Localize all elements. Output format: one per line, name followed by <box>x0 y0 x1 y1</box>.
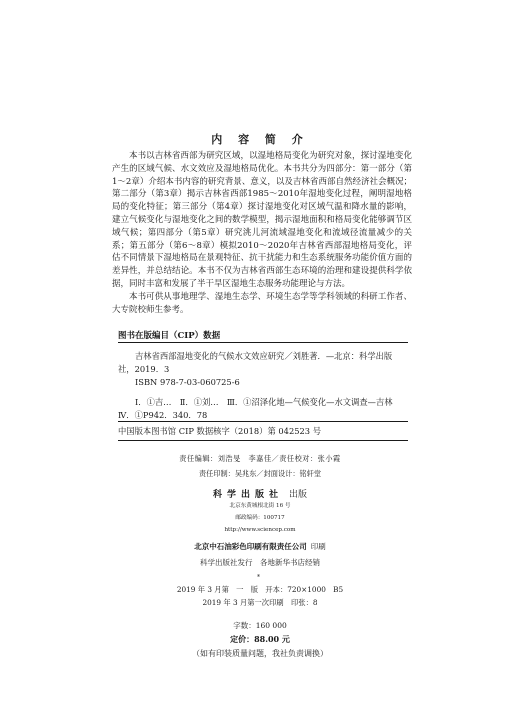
cip-bottom-rule <box>118 440 408 441</box>
cip-class-line-2: Ⅳ．①P942．340．78 <box>118 410 208 420</box>
publisher-address: 北京东黄城根北街 16 号 <box>229 503 291 509</box>
cip-header: 图书在版编目（CIP）数据 <box>118 331 221 341</box>
cip-mid-rule <box>118 421 408 422</box>
cip-number: 中国版本图书馆 CIP 数据核字（2018）第 042523 号 <box>118 426 321 436</box>
summary-paragraph: 本书以吉林省西部为研究区域，以湿地格局变化为研究对象，探讨湿地变化产生的区域气候、水文效应及湿地格局优化。本书共分为四部分：第一部分（第1～2章）介绍本书内容的研究背景、意义，以及吉林省西部自然经济社会概况；第二部分（第3章）揭示吉林省西部1985～2010年湿地变化过程，阐明湿地格局的变化特征；第三部分（第4章）探讨湿地变化对区域气温和降水量的影响，建立气候变化与湿地变化之间的数学模型，揭示湿地面积和格局变化能够调节区域气候；第四部分（第5章）研究洮儿河流域湿地变化和流域径流量减少的关系；第五部分（第6～8章）模拟2010～2020年吉林省西部湿地格局变化，评估不同情景下湿地格局在景观特征、抗干扰能力和生态系统服务功能价值方面的差异性，并总结结论。本书不仅为吉林省西部生态环境的治理和建设提供科学依据，同时丰富和发展了半干旱区湿地生态服务功能理论与方法。 <box>112 151 412 289</box>
cip-class-line: Ⅰ．①吉… Ⅱ．①刘… Ⅲ．①沼泽化地—气候变化—水文调查—吉林 <box>135 397 393 407</box>
printer-name: 北京中石油彩色印刷有限责任公司 <box>194 542 307 551</box>
quality-notice: （如有印装质量问题，我社负责调换） <box>192 649 328 658</box>
page-title: 内 容 简 介 <box>211 133 309 146</box>
cip-isbn: ISBN 978-7-03-060725-6 <box>135 377 240 387</box>
cip-block <box>118 350 408 422</box>
edition-specs <box>0 583 520 609</box>
separator-mark: * <box>257 574 260 581</box>
specs-row-2: 2019 年 3 月第一次印刷 印张：8 <box>202 598 318 607</box>
printer-line <box>0 541 520 552</box>
editors-line-2: 责任印制：吴兆东／封面设计：铭轩堂 <box>198 469 322 478</box>
editors-block <box>0 451 520 481</box>
publisher-postcode: 邮政编码：100717 <box>235 515 285 521</box>
printer-action: 印刷 <box>310 542 326 551</box>
distribution-line: 科学出版社发行 各地新华书店经销 <box>200 558 320 567</box>
publisher-action: 出版 <box>289 490 308 500</box>
summary-paragraph: 本书可供从事地理学、湿地生态学、环境生态学等学科领域的科研工作者、大专院校师生参考。 <box>112 291 412 315</box>
content-summary <box>112 150 412 316</box>
cip-book-line: 吉林省西部湿地变化的气候水文效应研究／刘胜著．—北京：科学出版社，2019．3 <box>118 351 393 374</box>
price: 定价：88.00 元 <box>230 634 290 644</box>
publisher-block <box>0 487 520 536</box>
specs-row: 2019 年 3 月第 一 版 开本：720×1000 B5 <box>176 585 344 594</box>
cip-top-rule <box>118 342 408 343</box>
publisher-name: 科学出版社 <box>212 490 283 500</box>
publisher-website: http://www.sciencep.com <box>224 527 296 533</box>
editors-line: 责任编辑：刘浩旻 李嘉佳／责任校对：张小霞 <box>179 454 341 463</box>
word-count: 字数：160 000 <box>233 621 287 630</box>
